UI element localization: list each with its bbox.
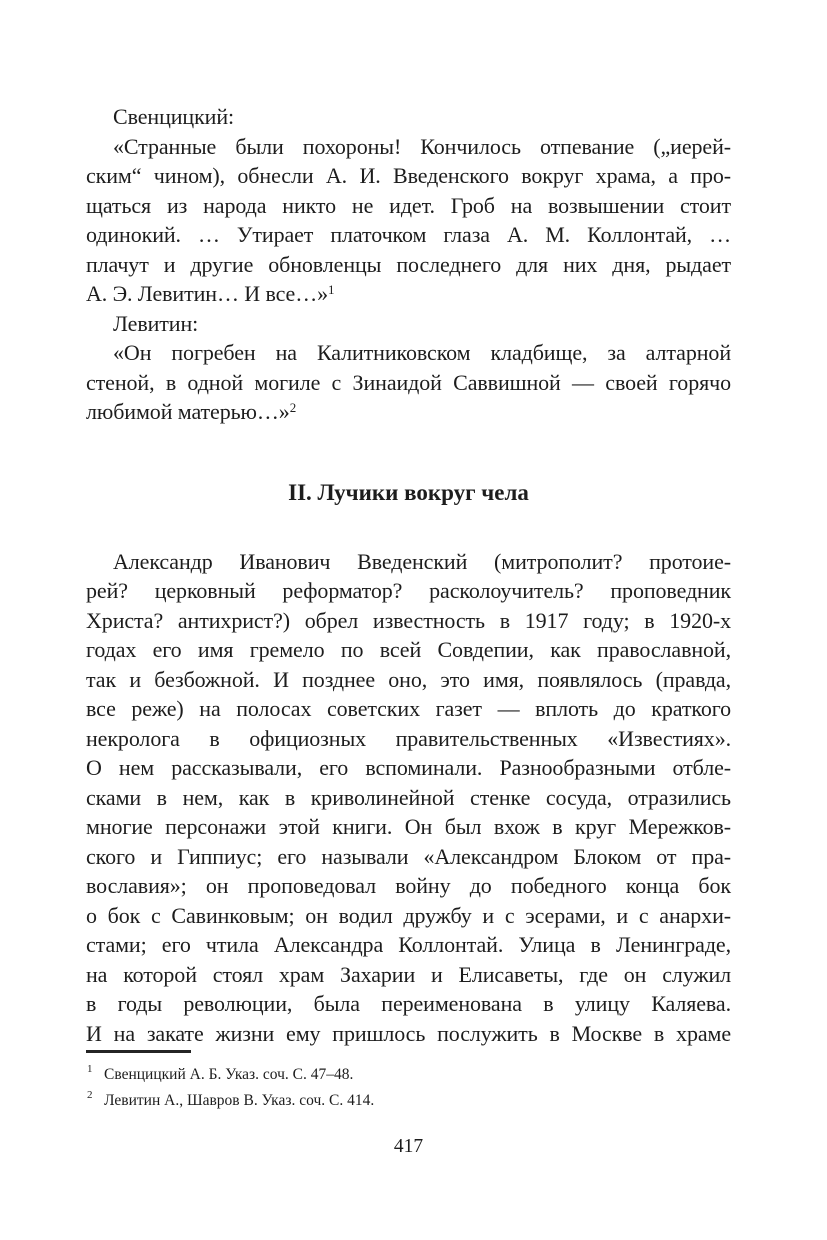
main-paragraph [86, 547, 731, 1049]
text-line: в годы революции, была переименована в улицу Каляева. [86, 991, 731, 1016]
footnote-text: Свенцицкий А. Б. Указ. соч. С. 47–48. [104, 1065, 354, 1083]
footnote-separator-rule [86, 1050, 191, 1053]
text-line: О нем рассказывали, его вспоминали. Разнообразными отбле- [86, 755, 731, 780]
text-line: «Он погребен на Калитниковском кладбище, за алтарной [113, 340, 731, 365]
text-line: стами; его чтила Александра Коллонтай. Улица в Ленинграде, [86, 932, 731, 957]
footnote-ref: 2 [289, 400, 297, 415]
text-line: сками в нем, как в криволинейной стенке сосуда, отразились [86, 784, 731, 810]
text-line: Александр Иванович Введенский (митрополит? протоие- [113, 548, 731, 574]
text-line: вославия»; он проповедовал войну до победного конца бок [86, 873, 731, 898]
text-line: некролога в официозных правительственных «Известиях». [86, 725, 731, 751]
section-heading: II. Лучики вокруг чела [288, 479, 529, 505]
text-line: А. Э. Левитин… И все…»$^1$ [86, 281, 335, 306]
text-line: на которой стоял храм Захарии и Елисаветы, где он служил [86, 961, 731, 987]
text-line: И на закате жизни ему пришлось послужить в Москве в храме [86, 1020, 731, 1046]
sventsitsky-attribution [86, 102, 731, 132]
text-line: многие персонажи этой книги. Он был вхож в круг Мережков- [86, 814, 731, 839]
text-line: ского и Гиппиус; его называли «Александром Блоком от пра- [86, 843, 731, 869]
page-number: 417 [393, 1136, 424, 1157]
footnote-marker: 2 [87, 1088, 93, 1101]
text-line: ским“ чином), обнесли А. И. Введенского вокруг храма, а про- [86, 163, 731, 188]
text-line: Левитин: [113, 310, 199, 336]
levitin-attribution [86, 309, 731, 339]
text-line: стеной, в одной могиле с Зинаидой Саввишной — своей горячо [86, 369, 731, 395]
footnote-marker: 1 [87, 1062, 93, 1075]
text-column [86, 102, 731, 1048]
footnote-item [86, 1088, 731, 1114]
text-line: годах его имя гремело по всей Совдепии, как православной, [86, 637, 731, 662]
footnotes-section [86, 1050, 731, 1114]
text-line: так и безбожной. И позднее оно, это имя, появлялось (правда, [86, 666, 731, 692]
text-line: одинокий. … Утирает платочком глаза А. М. Коллонтай, … [86, 222, 731, 247]
text-line: плачут и другие обновленцы последнего для них дня, рыдает [86, 251, 731, 277]
text-line: все реже) на полосах советских газет — вплоть до краткого [86, 696, 731, 721]
text-line: Христа? антихрист?) обрел известность в 1917 году; в 1920-х [86, 607, 731, 633]
text-line: «Странные были похороны! Кончилось отпевание („иерей- [113, 133, 731, 159]
text-line: рей? церковный реформатор? расколоучитель? проповедник [86, 578, 731, 603]
footnote-text: Левитин А., Шавров В. Указ. соч. С. 414. [104, 1091, 375, 1109]
text-line: Свенцицкий: [113, 104, 235, 129]
levitin-quote [86, 338, 731, 427]
text-line: о бок с Савинковым; он водил дружбу и с эсерами, и с анархи- [86, 902, 731, 928]
sventsitsky-quote [86, 132, 731, 309]
text-line: любимой матерью…»$^2$ [86, 399, 297, 424]
footnote-list [86, 1062, 731, 1114]
text-line: щаться из народа никто не идет. Гроб на возвышении стоит [86, 192, 731, 218]
footnote-ref: 1 [328, 282, 335, 297]
footnote-item [86, 1062, 731, 1088]
